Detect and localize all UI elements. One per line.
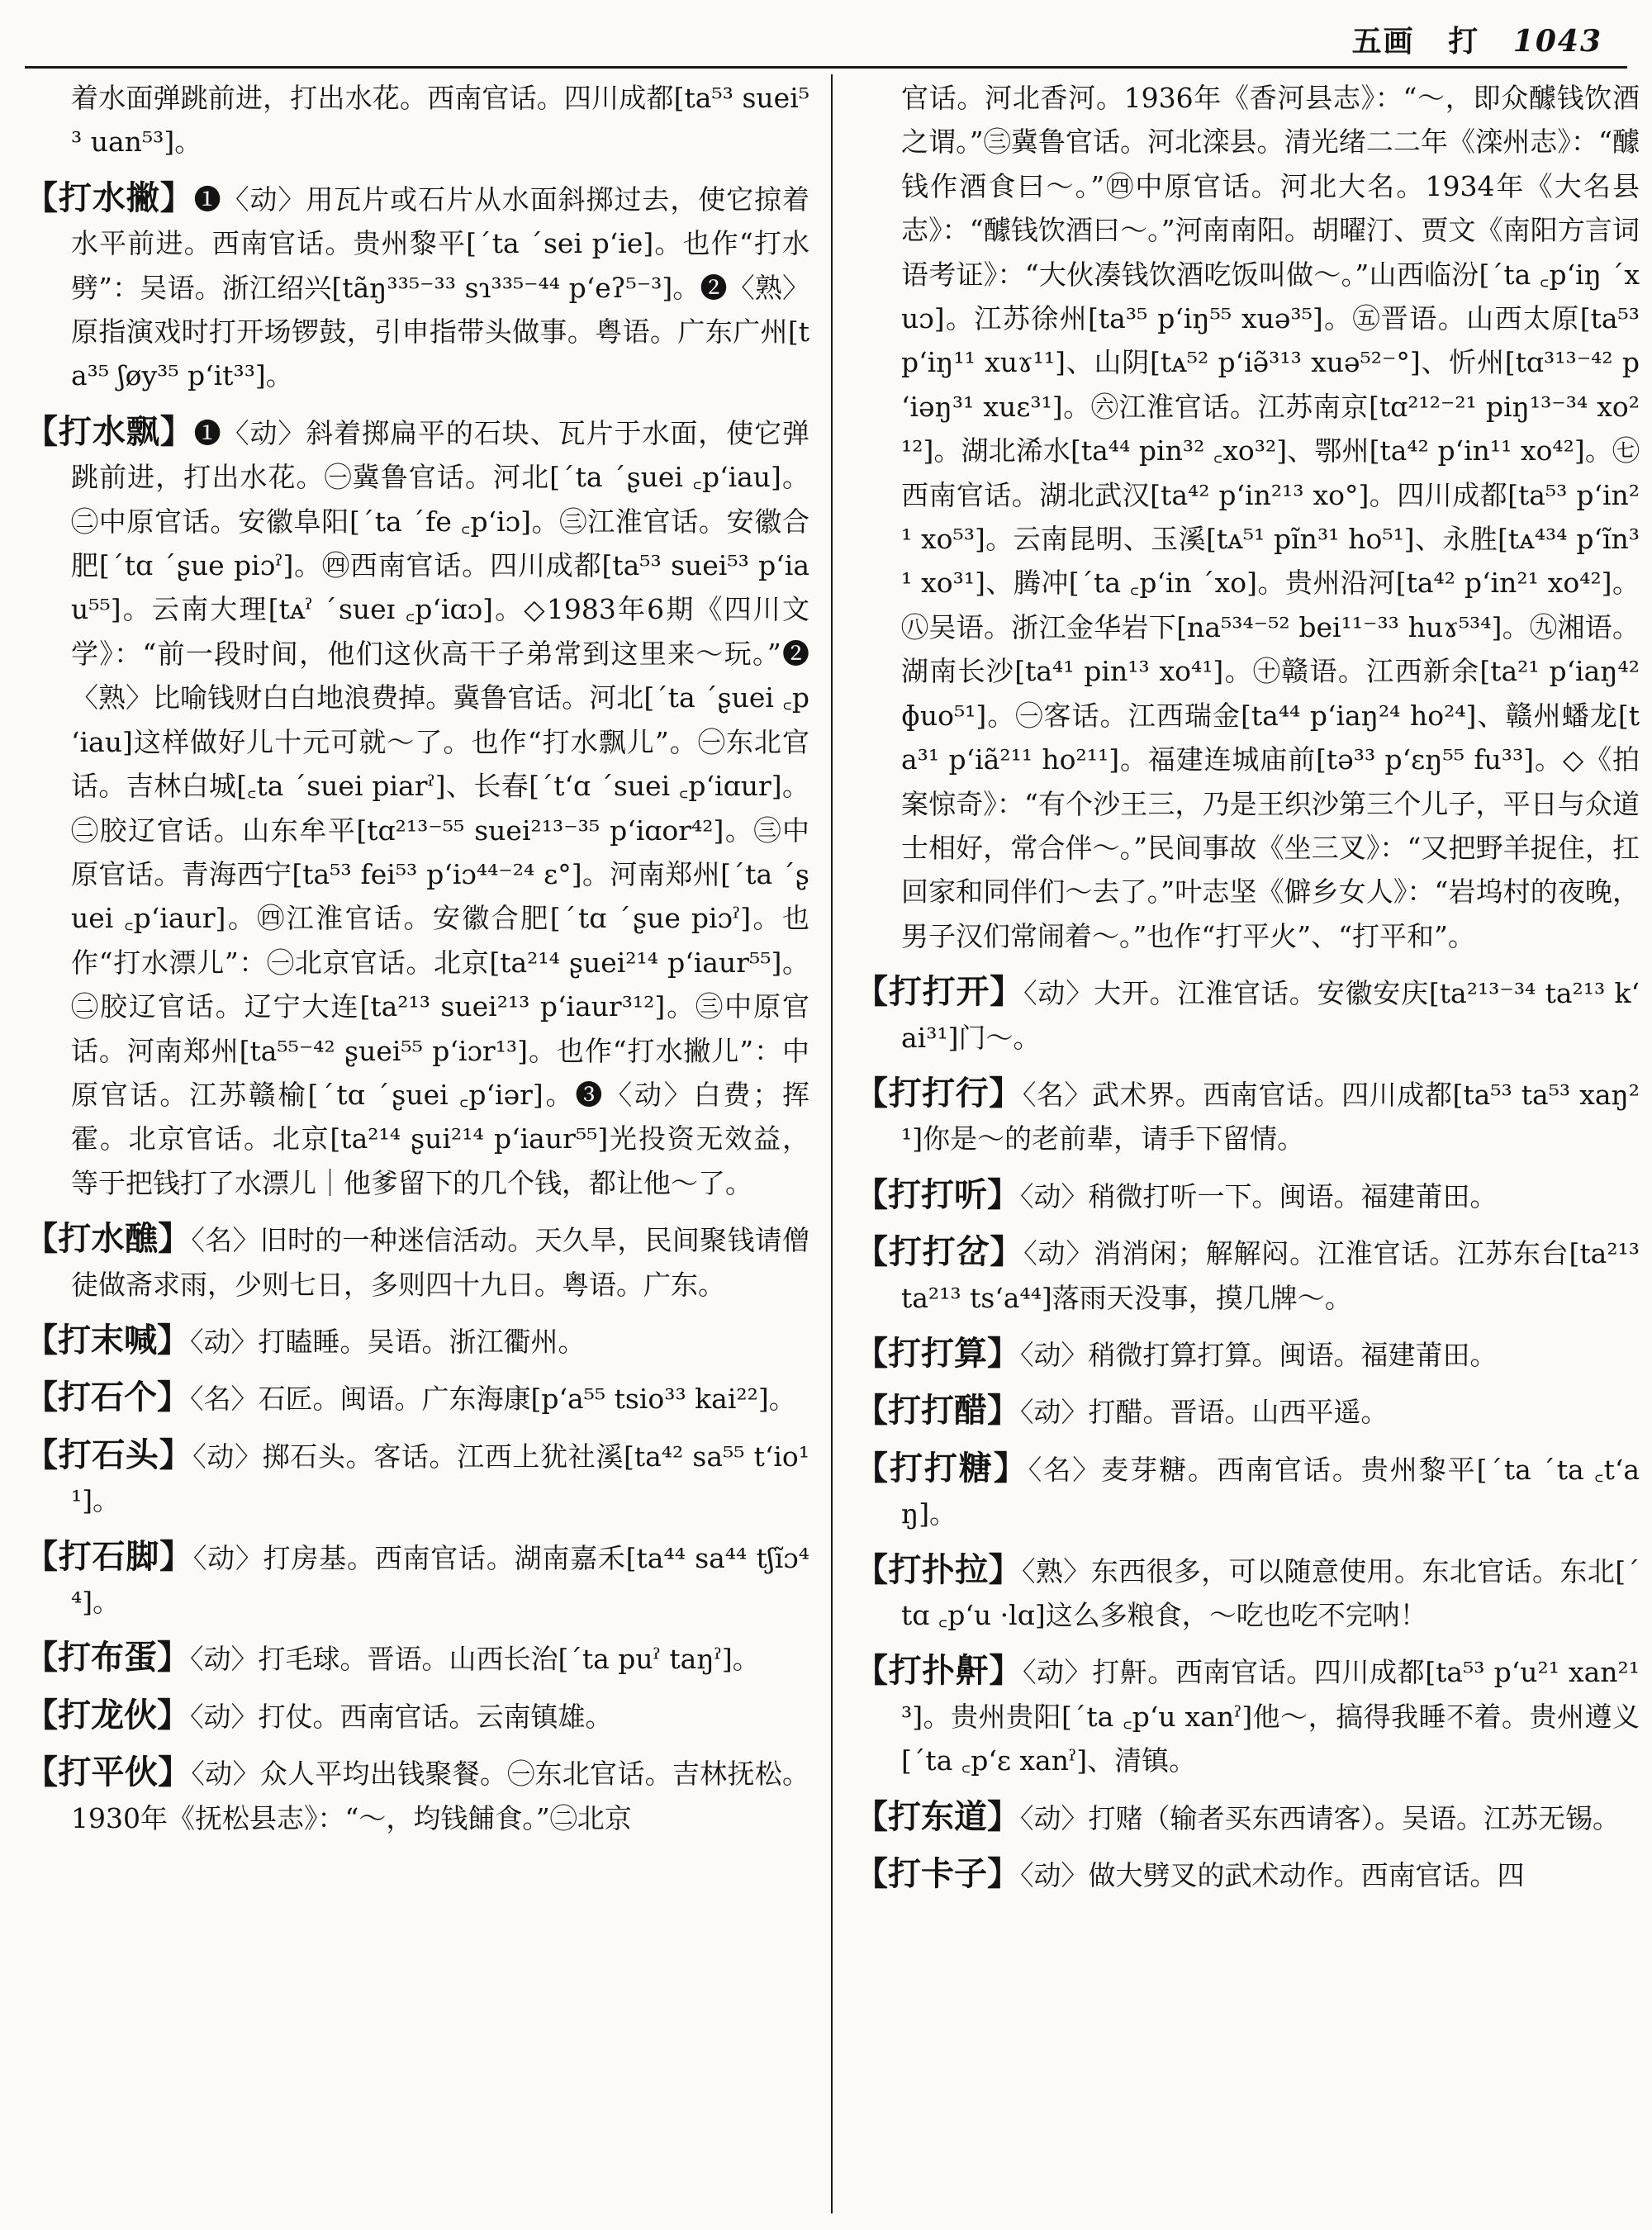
entry-definition: 官话。河北香河。1936年《香河县志》：“～，即众醵钱饮酒之谓。”㊂冀鲁官话。河北滦县。清光绪二二年《滦州志》：“醵钱作酒食曰～。”㊃中原官话。河北大名。1934年《大名县志》：“醵钱饮酒曰～。”河南南阳。胡曜汀、贾文《南阳方言词语考证》：“大伙凑钱饮酒吃饭叫做～。”山西临汾[ˊta ꜀pʻiŋ ˊxuɔ]。江苏徐州[ta³⁵ pʻiŋ⁵⁵ xuə³⁵]。㊄晋语。山西太原[ta⁵³ pʻiŋ¹¹ xuɤ¹¹]、山阴[tᴀ⁵² pʻiə̃³¹³ xuə⁵²⁻°]、忻州[tɑ³¹³⁻⁴² pʻiəŋ³¹ xuɛ³¹]。㊅江淮官话。江苏南京[tɑ²¹²⁻²¹ piŋ¹³⁻³⁴ xo²¹²]。湖北浠水[ta⁴⁴ pin³² ꜀xo³²]、鄂州[ta⁴² pʻin¹¹ xo⁴²]。㊆西南官话。湖北武汉[ta⁴² pʻin²¹³ xo°]。四川成都[ta⁵³ pʻin²¹ xo⁵³]。云南昆明、玉溪[tᴀ⁵¹ pĩn³¹ ho⁵¹]、永胜[tᴀ⁴³⁴ pʻĩn³¹ xo³¹]、腾冲[ˊta ꜀pʻin ˊxo]。贵州沿河[ta⁴² pʻin²¹ xo⁴²]。㊇吴语。浙江金华岩下[na⁵³⁴⁻⁵² bei¹¹⁻³³ huɤ⁵³⁴]。㊈湘语。湖南长沙[ta⁴¹ pin¹³ xo⁴¹]。㊉赣语。江西新余[ta²¹ pʻiaŋ⁴² ɸuo⁵¹]。㊀客话。江西瑞金[ta⁴⁴ pʻiaŋ²⁴ ho²⁴]、赣州蟠龙[ta³¹ pʻiã²¹¹ ho²¹¹]。福建连城庙前[tə³³ pʻɛŋ⁵⁵ fu³³]。◇《拍案惊奇》：“有个沙王三，乃是王织沙第三个儿子，平日与众道士相好，常合伴～。”民间事故《坐三叉》：“又把野羊捉住，扛回家和同伴们～去了。”叶志坚《僻乡女人》：“岩坞村的夜晚，男子汉们常闹着～。”也作“打平火”、“打平和”。 <box>901 82 1640 952</box>
section-label: 五画 <box>1351 24 1415 59</box>
entry-definition: 〈动〉众人平均出钱聚餐。㊀东北官话。吉林抚松。1930年《抚松县志》：“～，均钱餔食。”㊁北京 <box>71 1758 810 1834</box>
entry-headword: 【打龙伙】 <box>25 1695 190 1734</box>
entry-definition: 〈动〉打醋。晋语。山西平遥。 <box>1020 1396 1389 1429</box>
dictionary-entry <box>25 410 809 1205</box>
dictionary-entry <box>25 1217 809 1307</box>
entry-definition: 〈动〉做大劈叉的武术动作。西南官话。四 <box>1020 1859 1525 1892</box>
entry-headword: 【打石头】 <box>25 1435 193 1474</box>
dictionary-entry <box>25 176 809 398</box>
entry-headword: 【打布蛋】 <box>25 1638 190 1677</box>
dictionary-entry <box>855 1230 1640 1320</box>
page-number: 1043 <box>1512 24 1602 59</box>
head-character: 打 <box>1448 24 1480 59</box>
entry-definition: 〈名〉麦芽糖。西南官话。贵州黎平[ˊta ˊta ꜀tʻaŋ]。 <box>901 1453 1640 1530</box>
entry-definition: 着水面弹跳前进，打出水花。西南官话。四川成都[ta⁵³ suei⁵³ uan⁵³]。 <box>71 82 809 159</box>
right-column <box>855 76 1640 2222</box>
left-column <box>25 76 809 2222</box>
entry-definition: 〈动〉掷石头。客话。江西上犹社溪[ta⁴² sa⁵⁵ tʻio¹¹]。 <box>71 1440 810 1517</box>
dictionary-entry <box>25 1693 809 1739</box>
entry-definition: 〈名〉旧时的一种迷信活动。天久旱，民间聚钱请僧徒做斋求雨，少则七日，多则四十九日。粤语。广东。 <box>71 1224 810 1301</box>
entry-definition: 〈熟〉东西很多，可以随意使用。东北官话。东北[ˊtɑ ꜀pʻu ·lɑ]这么多粮食，～吃也吃不完呐！ <box>901 1554 1640 1631</box>
entry-headword: 【打石个】 <box>25 1378 190 1417</box>
entry-continuation <box>25 76 809 164</box>
dictionary-entry <box>25 1375 809 1421</box>
entry-definition: 〈动〉打毛球。晋语。山西长治[ˊta puˀ taŋˀ]。 <box>190 1643 760 1676</box>
entry-headword: 【打打开】 <box>855 972 1024 1012</box>
entry-definition: 〈动〉打仗。西南官话。云南镇雄。 <box>190 1700 613 1733</box>
entry-definition: 〈动〉稍微打算打算。闽语。福建莆田。 <box>1020 1338 1498 1371</box>
entry-definition: 〈动〉打鼾。西南官话。四川成都[ta⁵³ pʻu²¹ xan²¹³]。贵州贵阳[ˊta ꜀pʻu xanˀ]他～，搞得我睡不着。贵州遵义[ˊta ꜀pʻɛ xanˀ]、清镇。 <box>901 1656 1640 1777</box>
entry-definition: ❶〈动〉斜着掷扁平的石块、瓦片于水面，使它弹跳前进，打出水花。㊀冀鲁官话。河北[ˊta ˊʂuei ꜀pʻiau]。㊁中原官话。安徽阜阳[ˊta ˊfe ꜀pʻiɔ]。㊂江淮官话。安徽合肥[ˊtɑ ˊʂue piɔˀ]。㊃西南官话。四川成都[ta⁵³ suei⁵³ pʻiau⁵⁵]。云南大理[tᴀˀ ˊsueɪ ꜀pʻiɑɔ]。◇1983年6期《四川文学》：“前一段时间，他们这伙高干子弟常到这里来～玩。”❷〈熟〉比喻钱财白白地浪费掉。冀鲁官话。河北[ˊta ˊʂuei ꜀pʻiau]这样做好儿十元可就～了。也作“打水飘儿”。㊀东北官话。吉林白城[꜀ta ˊsuei piarˀ]、长春[ˊtʻɑ ˊsuei ꜀pʻiɑur]。㊁胶辽官话。山东牟平[tɑ²¹³⁻⁵⁵ suei²¹³⁻³⁵ pʻiɑor⁴²]。㊂中原官话。青海西宁[ta⁵³ fei⁵³ pʻiɔ⁴⁴⁻²⁴ ɛ°]。河南郑州[ˊta ˊʂuei ꜀pʻiaur]。㊃江淮官话。安徽合肥[ˊtɑ ˊʂue piɔˀ]。也作“打水漂儿”：㊀北京官话。北京[ta²¹⁴ ʂuei²¹⁴ pʻiaur⁵⁵]。㊁胶辽官话。辽宁大连[ta²¹³ suei²¹³ pʻiaur³¹²]。㊂中原官话。河南郑州[ta⁵⁵⁻⁴² ʂuei⁵⁵ pʻiɔr¹³]。也作“打水撇儿”：中原官话。江苏赣榆[ˊtɑ ˊʂuei ꜀pʻiər]。❸〈动〉白费；挥霍。北京官话。北京[ta²¹⁴ ʂui²¹⁴ pʻiaur⁵⁵]光投资无效益，等于把钱打了水漂儿｜他爹留下的几个钱，都让他～了。 <box>71 416 810 1199</box>
entry-headword: 【打末喊】 <box>25 1320 190 1359</box>
dictionary-entry <box>25 1433 809 1523</box>
running-head <box>1331 18 1602 60</box>
entry-definition: 〈动〉消消闲；解解闷。江淮官话。江苏东台[ta²¹³ ta²¹³ tsʻa⁴⁴]落雨天没事，摸几牌～。 <box>901 1237 1640 1314</box>
entry-headword: 【打扑拉】 <box>855 1549 1022 1589</box>
entry-definition: 〈动〉打瞌睡。吴语。浙江衢州。 <box>190 1325 586 1358</box>
column-divider <box>831 74 833 2213</box>
dictionary-entry <box>25 1635 809 1681</box>
dictionary-entry <box>25 1535 809 1625</box>
entry-definition: 〈名〉石匠。闽语。广东海康[pʻa⁵⁵ tsio³³ kai²²]。 <box>190 1383 796 1416</box>
entry-headword: 【打水飘】 <box>25 411 194 451</box>
entry-headword: 【打水醮】 <box>25 1219 192 1259</box>
entry-headword: 【打打行】 <box>855 1073 1023 1113</box>
entry-headword: 【打石脚】 <box>25 1536 193 1576</box>
entry-definition: ❶〈动〉用瓦片或石片从水面斜掷过去，使它掠着水平前进。西南官话。贵州黎平[ˊta ˊsei pʻie]。也作“打水劈”：吴语。浙江绍兴[tãŋ³³⁵⁻³³ sɿ³³⁵⁻⁴⁴ pʻeʔ⁵⁻³]。❷〈熟〉原指演戏时打开场锣鼓，引申指带头做事。粤语。广东广州[ta³⁵ ʃøy³⁵ pʻit³³]。 <box>71 183 810 392</box>
entry-headword: 【打东道】 <box>855 1796 1020 1836</box>
entry-headword: 【打扑鼾】 <box>855 1651 1023 1691</box>
entry-definition: 〈动〉稍微打听一下。闽语。福建莆田。 <box>1020 1179 1498 1212</box>
page-header <box>33 18 1619 66</box>
dictionary-entry <box>855 1548 1640 1638</box>
dictionary-entry <box>855 1331 1640 1377</box>
entry-headword: 【打平伙】 <box>25 1753 192 1792</box>
dictionary-entry <box>855 1795 1640 1840</box>
dictionary-entry <box>855 970 1640 1060</box>
entry-definition: 〈动〉打房基。西南官话。湖南嘉禾[ta⁴⁴ sa⁴⁴ tʃĩɔ⁴⁴]。 <box>71 1541 810 1618</box>
entry-continuation <box>855 76 1640 958</box>
entry-headword: 【打打听】 <box>855 1174 1020 1214</box>
dictionary-entry <box>855 1446 1640 1536</box>
header-rule <box>25 66 1627 69</box>
entry-headword: 【打打算】 <box>855 1333 1020 1373</box>
dictionary-entry <box>25 1318 809 1364</box>
dictionary-entry <box>855 1173 1640 1218</box>
entry-headword: 【打卡子】 <box>855 1854 1020 1894</box>
dictionary-entry <box>25 1750 809 1840</box>
entry-definition: 〈动〉打赌（输者买东西请客）。吴语。江苏无锡。 <box>1020 1801 1620 1834</box>
entry-headword: 【打打岔】 <box>855 1232 1024 1272</box>
entry-headword: 【打打醋】 <box>855 1391 1020 1431</box>
dictionary-entry <box>855 1852 1640 1897</box>
entry-headword: 【打水撇】 <box>25 178 194 217</box>
dictionary-entry <box>855 1388 1640 1434</box>
entry-headword: 【打打糖】 <box>855 1448 1028 1487</box>
entry-definition: 〈动〉大开。江淮官话。安徽安庆[ta²¹³⁻³⁴ ta²¹³ kʻai³¹]门～。 <box>901 977 1640 1054</box>
dictionary-entry <box>855 1071 1640 1161</box>
dictionary-entry <box>855 1649 1640 1782</box>
entry-definition: 〈名〉武术界。西南官话。四川成都[ta⁵³ ta⁵³ xaŋ²¹]你是～的老前辈，请手下留情。 <box>901 1078 1640 1155</box>
